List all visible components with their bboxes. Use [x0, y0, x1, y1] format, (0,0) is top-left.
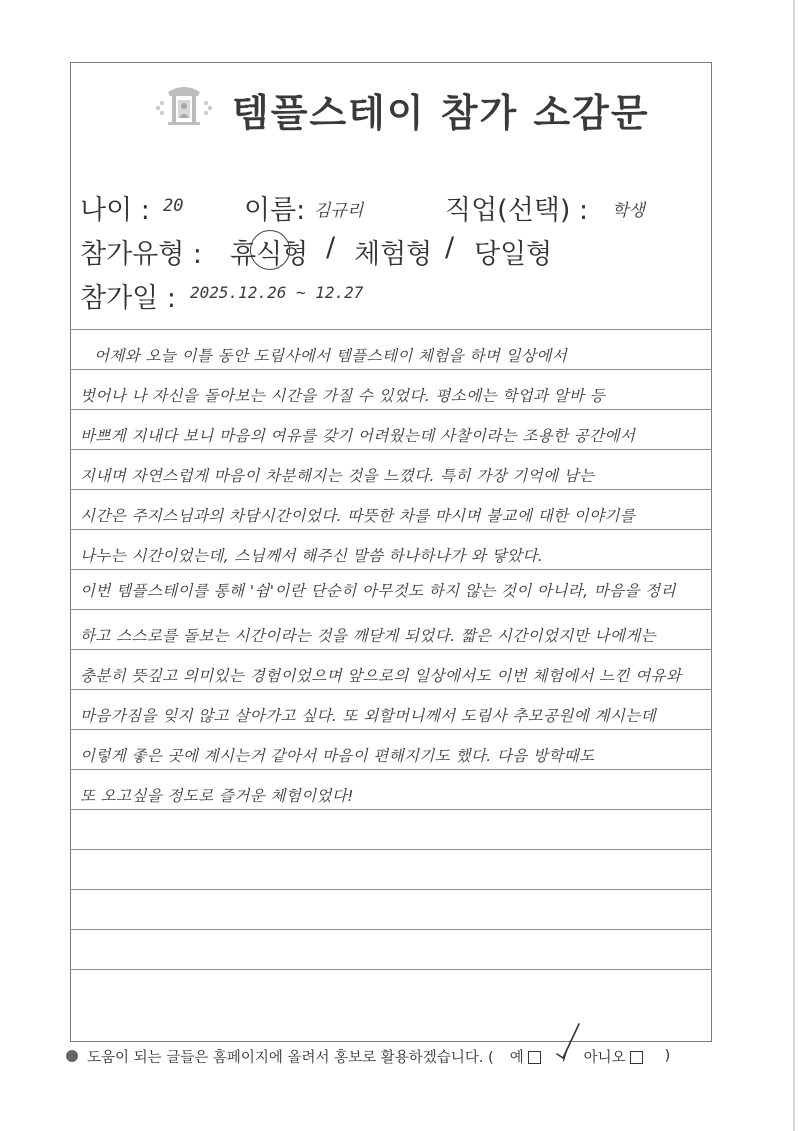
name-value: 김규리 [314, 201, 364, 221]
essay-line: 시간은 주지스님과의 차담시간이었다. 따뜻한 차를 마시며 불교에 대한 이야기를 [80, 507, 636, 525]
ruled-line [70, 529, 712, 530]
job-value: 학생 [612, 201, 645, 221]
consent-no-checkbox[interactable] [630, 1051, 643, 1064]
essay-line: 이번 템플스테이를 통해 '쉼'이란 단순히 아무것도 하지 않는 것이 아니라, 마음을 정리 [80, 582, 676, 600]
bullet-icon [66, 1050, 78, 1062]
type-separator: / [326, 232, 336, 263]
ruled-line [70, 809, 712, 810]
temple-stay-logo-icon [152, 80, 216, 128]
footer-consent [66, 1044, 746, 1068]
ruled-line [70, 689, 712, 690]
essay-line: 바쁘게 지내다 보니 마음의 여유를 갖기 어려웠는데 사찰이라는 조용한 공간에서 [80, 427, 636, 445]
ruled-line [70, 569, 712, 570]
essay-line: 마음가짐을 잊지 않고 살아가고 싶다. 또 외할머니께서 도림사 추모공원에 계시는데 [80, 707, 656, 725]
essay-line: 이렇게 좋은 곳에 계시는거 같아서 마음이 편해지기도 했다. 다음 방학때도 [80, 747, 595, 765]
ruled-line [70, 969, 712, 970]
consent-yes-checkbox[interactable] [528, 1051, 541, 1064]
essay-line: 어제와 오늘 이틀 동안 도림사에서 템플스테이 체험을 하며 일상에서 [94, 347, 568, 365]
ruled-line [70, 489, 712, 490]
ruled-line [70, 849, 712, 850]
essay-line: 충분히 뜻깊고 의미있는 경험이었으며 앞으로의 일상에서도 이번 체험에서 느낀 여유와 [80, 667, 682, 685]
ruled-line [70, 609, 712, 610]
ruled-line [70, 409, 712, 410]
ruled-line [70, 929, 712, 930]
selection-circle [250, 230, 290, 270]
job-label: 직업(선택) : [445, 195, 589, 226]
page-edge [793, 0, 795, 1131]
essay-line: 나누는 시간이었는데, 스님께서 해주신 말씀 하나하나가 와 닿았다. [80, 547, 544, 565]
essay-line: 지내며 자연스럽게 마음이 차분해지는 것을 느꼈다. 특히 가장 기억에 남는 [80, 467, 595, 485]
essay-line: 또 오고싶을 정도로 즐거운 체험이었다! [80, 787, 354, 805]
essay-line: 하고 스스로를 돌보는 시간이라는 것을 깨닫게 되었다. 짧은 시간이었지만 나에게는 [80, 627, 656, 645]
consent-close-paren: ) [664, 1048, 671, 1064]
age-value: 20 [163, 196, 184, 216]
ruled-line [70, 889, 712, 890]
checkmark-icon [549, 1020, 583, 1060]
date-label: 참가일 : [80, 283, 176, 314]
ruled-line [70, 449, 712, 450]
date-value: 2025.12.26 ~ 12.27 [190, 283, 364, 302]
type-option-rest: 휴식형 [230, 239, 309, 270]
type-option-day: 당일형 [474, 239, 553, 270]
essay-line: 벗어나 나 자신을 돌아보는 시간을 가질 수 있었다. 평소에는 학업과 알바 등 [80, 387, 606, 405]
consent-text: 도움이 되는 글들은 홈페이지에 올려서 홍보로 활용하겠습니다. ( [87, 1049, 494, 1066]
name-label: 이름: [244, 195, 306, 226]
ruled-line [70, 729, 712, 730]
page-title: 템플스테이 참가 소감문 [232, 91, 650, 135]
type-option-experience: 체험형 [354, 239, 433, 270]
ruled-line [70, 369, 712, 370]
consent-no-label: 아니오 [583, 1049, 626, 1066]
age-label: 나이 : [80, 195, 150, 226]
ruled-line [70, 649, 712, 650]
type-label: 참가유형 : [80, 239, 203, 270]
ruled-line [70, 329, 712, 330]
consent-separator: / [562, 1048, 568, 1064]
consent-yes-label: 예 [509, 1049, 524, 1066]
ruled-line [70, 769, 712, 770]
type-separator: / [445, 232, 455, 263]
